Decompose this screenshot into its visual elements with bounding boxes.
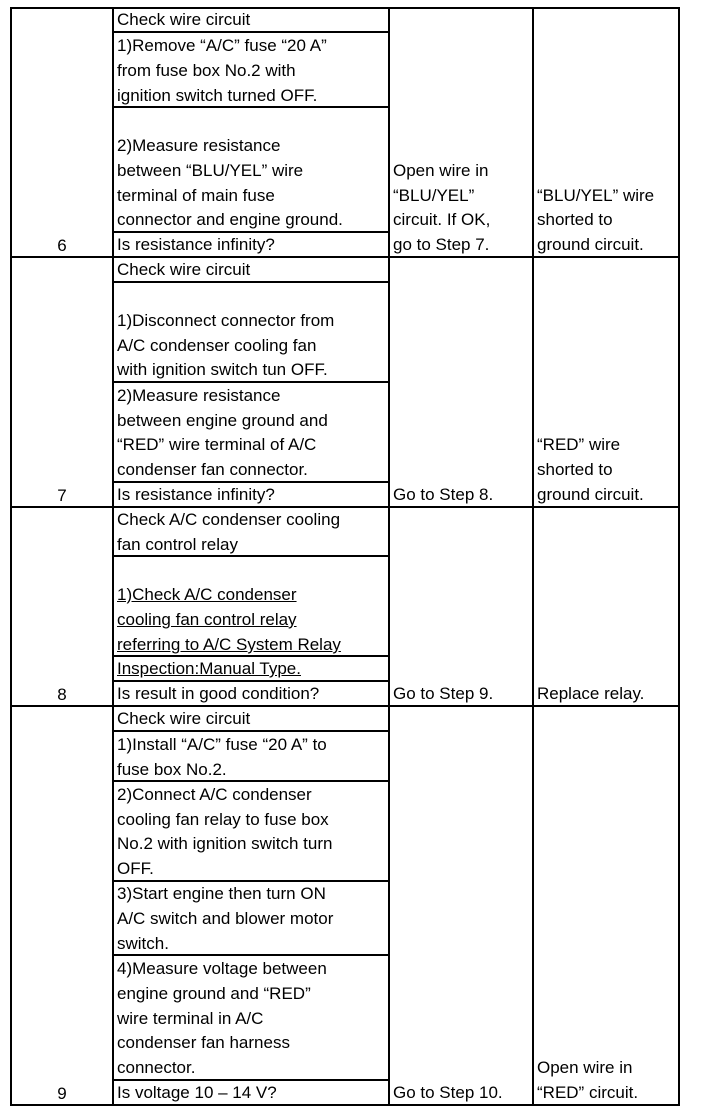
no-result: Open wire in [537, 1058, 633, 1077]
step-title: Check A/C condenser cooling [117, 510, 341, 529]
yes-result: “BLU/YEL” [393, 186, 475, 205]
action-line: connector. [117, 1058, 196, 1077]
action-line: wire terminal in A/C [117, 1009, 264, 1028]
question: Is result in good condition? [117, 684, 320, 703]
yes-result: circuit. If OK, [393, 210, 491, 229]
action-line: switch. [117, 934, 169, 953]
action-line: 1)Disconnect connector from [117, 311, 335, 330]
no-result: “RED” circuit. [537, 1083, 639, 1102]
action-line: A/C switch and blower motor [117, 909, 334, 928]
yes-result: Go to Step 10. [393, 1083, 503, 1102]
action-line: between “BLU/YEL” wire [117, 161, 304, 180]
no-result: “RED” wire [537, 435, 621, 454]
action-line: fuse box No.2. [117, 760, 227, 779]
question: Is voltage 10 – 14 V? [117, 1083, 277, 1102]
no-result: ground circuit. [537, 235, 644, 254]
action-line: No.2 with ignition switch turn [117, 834, 333, 853]
no-result: ground circuit. [537, 485, 644, 504]
yes-result: Go to Step 9. [393, 684, 494, 703]
action-line: from fuse box No.2 with [117, 61, 296, 80]
action-line: with ignition switch tun OFF. [117, 360, 328, 379]
step-number: 8 [57, 685, 67, 704]
no-result: shorted to [537, 210, 613, 229]
action-line: 4)Measure voltage between [117, 959, 327, 978]
step-title: Check wire circuit [117, 260, 251, 279]
action-line: 1)Remove “A/C” fuse “20 A” [117, 36, 327, 55]
no-result: shorted to [537, 460, 613, 479]
action-line: ignition switch turned OFF. [117, 86, 318, 105]
action-line: referring to A/C System Relay [117, 635, 341, 654]
action-line: 2)Measure resistance [117, 386, 281, 405]
question: Is resistance infinity? [117, 485, 275, 504]
action-line: 1)Install “A/C” fuse “20 A” to [117, 735, 327, 754]
action-line: 3)Start engine then turn ON [117, 884, 326, 903]
question: Is resistance infinity? [117, 235, 275, 254]
action-line: 2)Measure resistance [117, 136, 281, 155]
step-title: Check wire circuit [117, 10, 251, 29]
action-line: cooling fan relay to fuse box [117, 810, 329, 829]
action-line: OFF. [117, 859, 154, 878]
action-line: terminal of main fuse [117, 186, 275, 205]
step-number: 9 [57, 1084, 67, 1103]
action-line: 1)Check A/C condenser [117, 585, 297, 604]
step-number: 7 [57, 486, 67, 505]
no-result: Replace relay. [537, 684, 645, 703]
yes-result: Open wire in [393, 161, 489, 180]
yes-result: Go to Step 8. [393, 485, 494, 504]
step-title: Check wire circuit [117, 709, 251, 728]
action-line: Inspection:Manual Type. [117, 659, 301, 678]
action-line: engine ground and “RED” [117, 984, 311, 1003]
action-line: 2)Connect A/C condenser [117, 785, 312, 804]
step-number: 6 [57, 236, 67, 255]
action-line: condenser fan connector. [117, 460, 308, 479]
no-result: “BLU/YEL” wire [537, 186, 655, 205]
action-line: between engine ground and [117, 411, 328, 430]
action-line: condenser fan harness [117, 1033, 290, 1052]
step-title: fan control relay [117, 535, 238, 554]
action-line: connector and engine ground. [117, 210, 343, 229]
action-line: cooling fan control relay [117, 610, 297, 629]
yes-result: go to Step 7. [393, 235, 490, 254]
action-line: A/C condenser cooling fan [117, 336, 317, 355]
action-line: “RED” wire terminal of A/C [117, 435, 317, 454]
